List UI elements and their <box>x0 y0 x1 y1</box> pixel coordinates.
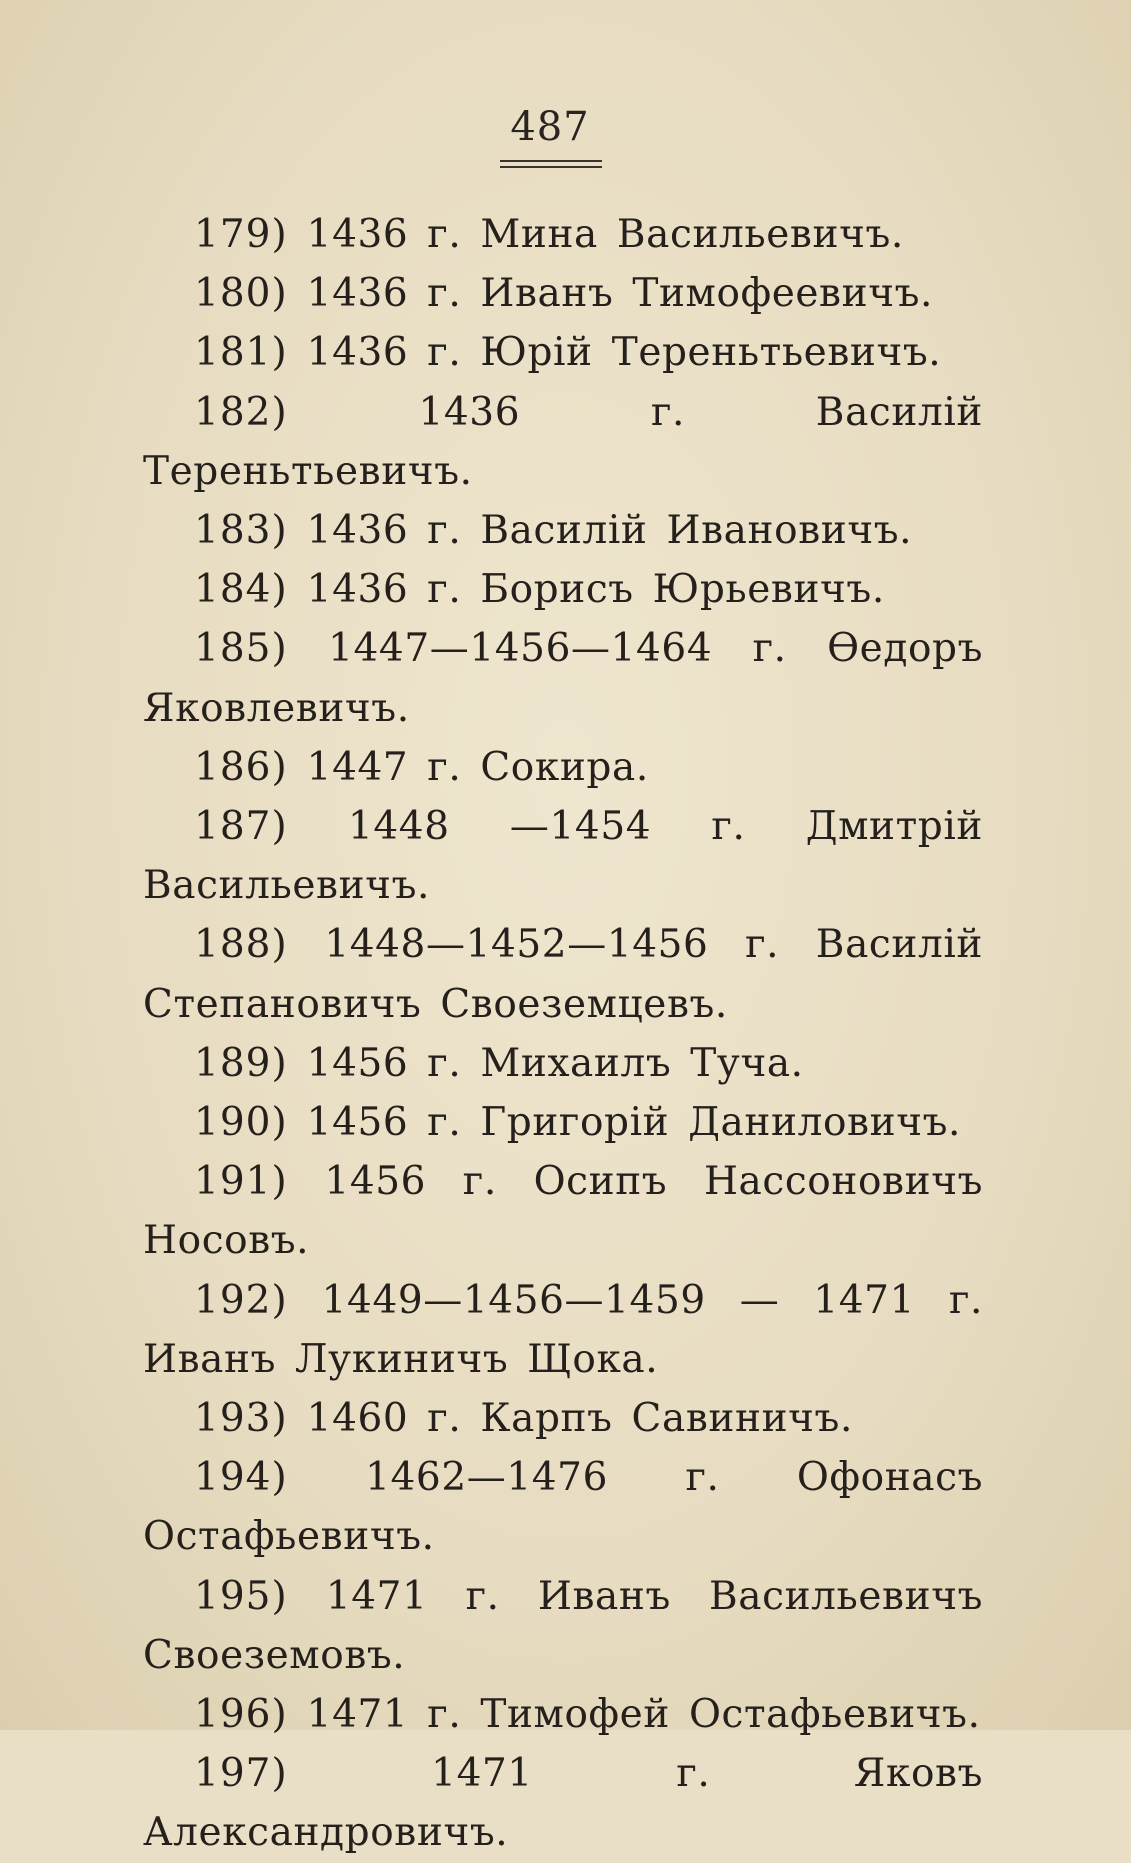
list-item <box>143 1448 983 1566</box>
entry-number: 186) <box>194 744 288 790</box>
list-item <box>143 1152 983 1270</box>
list-item <box>143 738 983 797</box>
list-item <box>143 1271 983 1389</box>
entry-number: 179) <box>194 212 288 257</box>
entry-number: 181) <box>194 330 288 376</box>
entry-text: 1448—1452—1456 г. Василій Степановичъ Своеземцевъ. <box>143 922 983 1027</box>
entries-list <box>143 205 983 1863</box>
list-item <box>143 323 983 382</box>
list-item <box>143 619 983 737</box>
entry-number: 188) <box>194 922 288 968</box>
list-item <box>143 1744 983 1862</box>
entry-text: 1436 г. Василій Тереньтьевичъ. <box>143 389 983 494</box>
entry-text: 1447 г. Сокира. <box>306 744 649 790</box>
list-item <box>143 1685 983 1744</box>
entry-text: 1456 г. Михаилъ Туча. <box>306 1040 804 1086</box>
entry-number: 194) <box>194 1455 288 1501</box>
list-item <box>143 264 983 323</box>
entry-number: 195) <box>194 1573 288 1619</box>
list-item <box>143 501 983 560</box>
entry-number: 190) <box>194 1100 288 1146</box>
entry-number: 187) <box>194 804 288 850</box>
entry-number: 180) <box>194 271 288 317</box>
entry-number: 182) <box>194 389 288 435</box>
entry-text: 1448 —1454 г. Дмитрій Васильевичъ. <box>143 804 984 909</box>
entry-text: 1436 г. Борисъ Юрьевичъ. <box>306 567 885 613</box>
list-item <box>143 1389 983 1448</box>
entry-number: 184) <box>194 567 288 613</box>
entry-number: 196) <box>194 1692 288 1738</box>
entry-text: 1436 г. Василій Ивановичъ. <box>306 508 913 554</box>
entry-number: 185) <box>194 626 288 672</box>
entry-number: 189) <box>194 1040 288 1086</box>
entry-number: 191) <box>194 1159 288 1205</box>
list-item <box>143 797 983 915</box>
list-item <box>143 560 983 619</box>
header-rule-lower <box>500 166 602 168</box>
entry-text: 1436 г. Юрій Тереньтьевичъ. <box>306 330 942 376</box>
entry-number: 192) <box>194 1277 288 1323</box>
entry-text: 1447—1456—1464 г. Ѳедоръ Яковлевичъ. <box>143 626 984 731</box>
entry-text: 1456 г. Григорій Даниловичъ. <box>306 1100 961 1146</box>
list-item <box>143 1567 983 1685</box>
entry-text: 1436 г. Мина Васильевичъ. <box>306 212 904 257</box>
entry-number: 197) <box>194 1751 288 1797</box>
page-number: 487 <box>510 104 590 150</box>
entry-number: 193) <box>194 1396 288 1442</box>
header-rule-upper <box>500 160 602 162</box>
entry-text: 1456 г. Осипъ Нассоновичъ Носовъ. <box>143 1159 983 1264</box>
list-item <box>143 1093 983 1152</box>
entry-text: 1471 г. Тимофей Остафьевичъ. <box>306 1692 981 1738</box>
list-item <box>143 383 983 501</box>
entry-number: 183) <box>194 508 288 554</box>
entry-text: 1471 г. Яковъ Александровичъ. <box>143 1751 983 1856</box>
entry-text: 1471 г. Иванъ Васильевичъ Своеземовъ. <box>143 1573 984 1678</box>
entry-text: 1460 г. Карпъ Савиничъ. <box>306 1396 853 1442</box>
entry-text: 1462—1476 г. Офонасъ Остафьевичъ. <box>143 1455 984 1560</box>
list-item <box>143 915 983 1033</box>
list-item <box>143 205 983 264</box>
entry-text: 1449—1456—1459 — 1471 г. Иванъ Лукиничъ Щока. <box>143 1277 983 1382</box>
list-item <box>143 1034 983 1093</box>
entry-text: 1436 г. Иванъ Тимофеевичъ. <box>306 271 934 317</box>
